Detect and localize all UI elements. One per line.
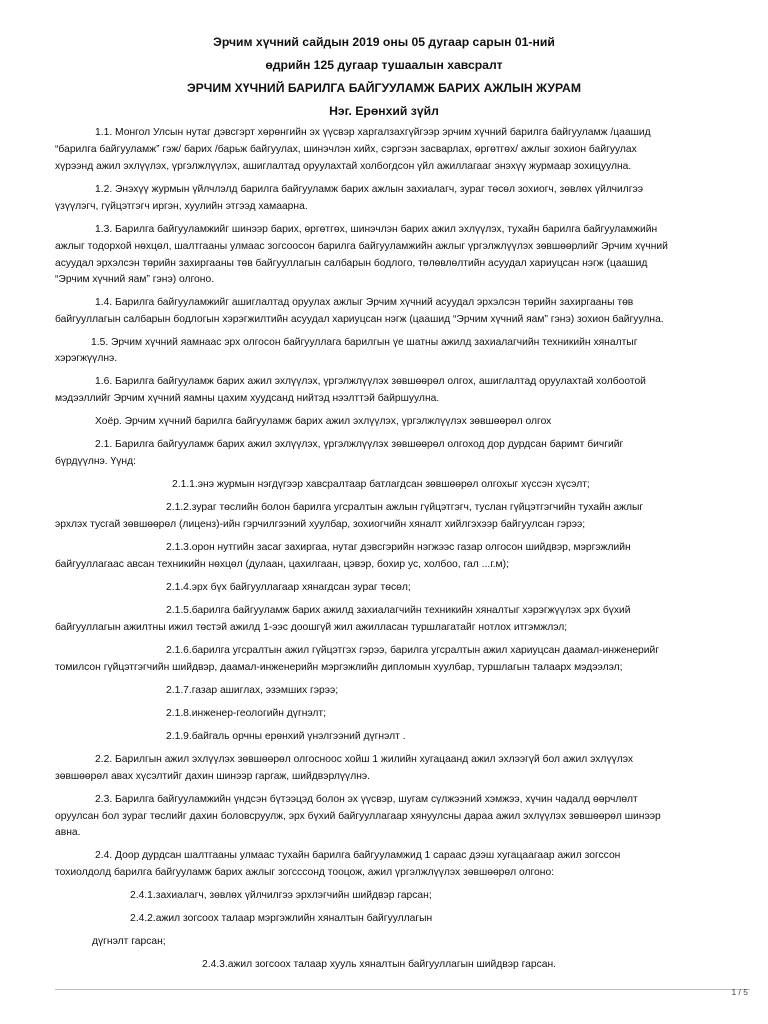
text-line: 2.1.5.барилга байгууламж барих ажилд захиалагчийн техникийн хяналтыг хэрэгжүүлэх эрх бүхий: [166, 605, 631, 616]
text-line: 2.1.8.инженер-геологийн дүгнэлт;: [166, 708, 327, 719]
text-line: дүгнэлт гарсан;: [92, 936, 166, 947]
header-line-1: Эрчим хүчний сайдын 2019 оны 05 дугаар сарын 01-ний: [213, 35, 555, 49]
text-line: томилсон гүйцэтгэгчийн шийдвэр, даамал-инженерийн мэргэжлийн дипломын хуулбар, туршлагын талаарх мэдээлэл;: [55, 662, 623, 673]
text-line: 2.1.9.байгаль орчны ерөнхий үнэлгээний дүгнэлт .: [166, 731, 406, 742]
text-line: үзүүлэгч, гүйцэтгэгч иргэн, хуулийн этгээд хамаарна.: [55, 201, 308, 212]
page-number: 1 / 5: [731, 987, 748, 997]
header-line-2: өдрийн 125 дугаар тушаалын хавсралт: [265, 58, 503, 72]
text-line: “Эрчим хүчний яам” гэнэ) олгоно.: [55, 274, 215, 285]
text-line: 2.1.6.барилга угсралтын ажил гүйцэтгэх гэрээ, барилга угсралтын ажил хариуцсан даамал-инженерийг: [166, 645, 660, 656]
text-line: 2.4.2.ажил зогсоох талаар мэргэжлийн хяналтын байгууллагын: [130, 913, 433, 924]
text-line: 1.4. Барилга байгууламжийг ашиглалтад оруулах ажлыг Эрчим хүчний асуудал эрхэлсэн төрийн захиргааны төв: [95, 297, 634, 308]
footer-divider: [55, 989, 750, 990]
text-line: оруулсан бол зураг төслийг дахин боловсруулж, эрх бүхий байгууллагаар хянуулсны дараа ажил эхлүүлэх зөвшөөрөл шинээр: [55, 811, 661, 822]
text-line: тохиолдолд барилга байгууламж барих ажлыг зогсссонд тооцож, ажил үргэлжлүүлэх зөвшөөрөл олгоно:: [55, 867, 555, 878]
text-line: эрхлэх тусгай зөвшөөрөл (лиценз)-ийн гэрчилгээний хуулбар, зохиогчийн хяналт хийлгэхээр байгуулсан гэрээ;: [55, 519, 586, 530]
section-heading-1: Нэг. Ерөнхий зүйл: [329, 104, 439, 118]
text-line: 2.1.4.эрх бүх байгууллагаар хянагдсан зураг төсөл;: [166, 582, 411, 593]
text-line: авна.: [55, 827, 81, 838]
text-line: 2.1.3.орон нутгийн засаг захиргаа, нутаг дэвсгэрийн нэгжээс газар олгосон шийдвэр, мэргэжлийн: [166, 542, 631, 553]
text-line: 2.1. Барилга байгууламж барих ажил эхлүүлэх, үргэлжлүүлэх зөвшөөрөл олгоход дор дурдсан баримт бичгийг: [95, 439, 624, 450]
text-line: байгууллагын салбарын бодлогын хэрэгжилтийн асуудал хариуцсан нэгж (цаашид “Эрчим хүчний яам” гэнэ) зохион байгуулна.: [55, 314, 664, 325]
section-heading-2: Хоёр. Эрчим хүчний барилга байгууламж барих ажил эхлүүлэх, үргэлжлүүлэх зөвшөөрөл олгох: [95, 416, 552, 427]
document-title: ЭРЧИМ ХҮЧНИЙ БАРИЛГА БАЙГУУЛАМЖ БАРИХ АЖЛЫН ЖУРАМ: [187, 81, 581, 95]
text-line: 1.2. Энэхүү журмын үйлчлэлд барилга байгууламж барих ажлын захиалагч, зураг төсөл зохиогч, зөвлөх үйлчилгээ: [95, 184, 644, 195]
text-line: 2.1.1.энэ журмын нэгдүгээр хавсралтаар батлагдсан зөвшөөрөл олгохыг хүссэн хүсэлт;: [172, 479, 590, 490]
text-line: ажлыг тодорхой нөхцөл, шалтгааны улмаас зогсоосон барилга байгууламжийн ажлыг үргэлжлүүлэх зөвшөөрлийг Эрчим хүчний: [55, 241, 668, 252]
text-line: 2.2. Барилгын ажил эхлүүлэх зөвшөөрөл олгосноос хойш 1 жилийн хугацаанд ажил эхлээгүй бол ажил эхлүүлэх: [95, 754, 634, 765]
text-line: бүрдүүлнэ. Үүнд:: [55, 456, 136, 467]
text-line: 2.4.1.захиалагч, зөвлөх үйлчилгээ эрхлэгчийн шийдвэр гарсан;: [130, 890, 432, 901]
text-line: хүрээнд ажил эхлүүлэх, үргэлжлүүлэх, ашиглалтад оруулахтай холбогдсон үйл ажиллагааг энэхүү журмаар зохицуулна.: [55, 161, 632, 172]
text-line: хэрэгжүүлнэ.: [55, 353, 118, 364]
text-line: 2.4.3.ажил зогсоох талаар хууль хяналтын байгууллагын шийдвэр гарсан.: [202, 959, 557, 970]
text-line: зөвшөөрөл авах хүсэлтийг дахин шинээр гаргаж, шийдвэрлүүлнэ.: [55, 771, 371, 782]
text-line: 2.3. Барилга байгууламжийн үндсэн бүтээцэд болон эх үүсвэр, шугам сүлжээний хэмжээ, хүчин чадалд өөрчлөлт: [95, 794, 638, 805]
text-line: асуудал эрхэлсэн төрийн захиргааны төв байгууллагын салбарын бодлого, төлөвлөлтийн асуудал хариуцсан нэгж (цаашид: [55, 258, 648, 269]
text-line: 1.3. Барилга байгууламжийг шинээр барих, өргөтгөх, шинэчлэн барих ажил эхлүүлэх, тухайн барилга байгууламжийн: [95, 224, 658, 235]
text-line: 2.1.7.газар ашиглах, эзэмших гэрээ;: [166, 685, 339, 696]
text-line: 1.5. Эрчим хүчний яамнаас эрх олгосон байгууллага барилгын үе шатны ажилд захиалагчийн техникийн хяналтыг: [91, 337, 638, 348]
text-line: мэдээллийг Эрчим хүчний яамны цахим хуудсанд нийтэд нээлттэй байршуулна.: [55, 393, 440, 404]
text-line: 2.1.2.зураг төслийн болон барилга угсралтын ажлын гүйцэтгэгч, туслан гүйцэтгэгчийн тухайн ажлыг: [166, 502, 644, 513]
text-line: 2.4. Доор дурдсан шалтгааны улмаас тухайн барилга байгууламжид 1 сараас дээш хугацаагаар ажил зогссон: [95, 850, 621, 861]
text-line: 1.1. Монгол Улсын нутаг дэвсгэрт хөрөнгийн эх үүсвэр харгалзахгүйгээр эрчим хүчний барилга байгууламж /цаашид: [95, 127, 651, 138]
text-line: 1.6. Барилга байгууламж барих ажил эхлүүлэх, үргэлжлүүлэх зөвшөөрөл олгох, ашиглалтад оруулахтай холбоотой: [95, 376, 646, 387]
text-line: байгууллагаас авсан техникийн нөхцөл (дулаан, цахилгаан, цэвэр, бохир ус, холбоо, гал ...г.м);: [55, 559, 509, 570]
text-line: “барилга байгууламж” гэж/ барих /барьж байгуулах, шинэчлэн хийх, сэргээн засварлах, өргөтгөх/ ажлыг зохион байгуулах: [55, 144, 637, 155]
text-line: байгууллагын ажилтны ижил төстэй ажилд 1-ээс доошгүй жил ажилласан туршлагатайг нотлох итгэмжлэл;: [55, 622, 568, 633]
